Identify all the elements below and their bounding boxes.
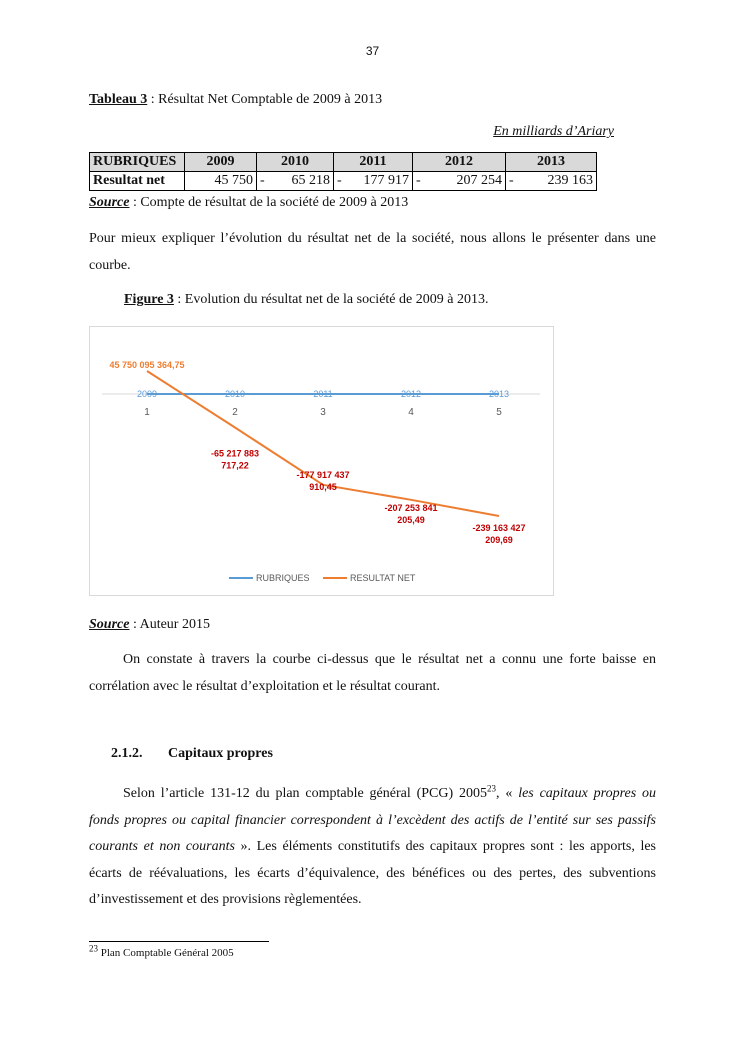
cell-value: 177 917 xyxy=(345,172,413,191)
table-source-sep: : xyxy=(129,195,141,210)
table-source-label: Source xyxy=(89,195,130,210)
x-tick-label: 3 xyxy=(320,407,326,418)
header-year: 2012 xyxy=(413,153,506,172)
cell-sign: - xyxy=(334,172,346,191)
data-label-resultat-net: -177 917 437 910,45 xyxy=(296,469,350,492)
line-chart xyxy=(89,326,554,596)
intro-paragraph: Pour mieux expliquer l’évolution du résultat net de la société, nous allons le présenter dans une courbe. xyxy=(89,231,656,273)
table-source-text: Compte de résultat de la société de 2009 à 2013 xyxy=(140,195,409,210)
table-caption-label: Tableau 3 xyxy=(89,92,148,107)
pcg-quote: les capitaux propres ou fonds propres ou capital financier correspondent à l’excèdent des actifs de l’entité sur ses passifs courants et non courants xyxy=(89,786,656,854)
x-tick-label: 5 xyxy=(496,407,502,418)
result-table xyxy=(89,152,597,191)
footnote-ref: 23 xyxy=(487,783,496,794)
pcg-paragraph xyxy=(89,781,656,914)
header-year: 2011 xyxy=(334,153,413,172)
figure-caption-text: Evolution du résultat net de la société de 2009 à 2013. xyxy=(184,292,489,307)
table-source xyxy=(89,190,656,217)
data-label-resultat-net: -65 217 883 717,22 xyxy=(210,448,260,471)
data-label-resultat-net: -239 163 427 209,69 xyxy=(472,523,526,545)
table-caption-text: Résultat Net Comptable de 2009 à 2013 xyxy=(158,92,383,107)
pcg-text-1: Selon l’article 131-12 du plan comptable général (PCG) 2005 xyxy=(123,786,487,801)
cell-sign: - xyxy=(413,172,425,191)
data-label-rubriques: 2011 xyxy=(313,389,333,399)
header-year: 2013 xyxy=(506,153,597,172)
data-label-resultat-net: -207 253 841 205,49 xyxy=(384,502,438,525)
data-label-rubriques: 2009 xyxy=(136,389,158,399)
pcg-text-3: ». Les éléments constitutifs des capitaux propres sont : les apports, les écarts de réévaluations, les écarts d’équivalence, des bénéfices ou des pertes, des subventions d’investissement et des provisions règlementées. xyxy=(89,839,656,907)
unit-note: En milliards d’Ariary xyxy=(493,124,614,139)
cell-value: 65 218 xyxy=(268,172,334,191)
cell-value: 207 254 xyxy=(424,172,506,191)
x-tick-label: 1 xyxy=(144,407,150,418)
x-tick-label: 2 xyxy=(232,407,238,418)
header-year: 2010 xyxy=(257,153,334,172)
table-caption-sep: : xyxy=(147,92,159,107)
cell-value: 45 750 xyxy=(185,172,257,191)
footnote-text: Plan Comptable Général 2005 xyxy=(100,947,234,959)
cell-sign: - xyxy=(506,172,518,191)
figure-caption-sep: : xyxy=(173,292,185,307)
data-label-rubriques: 2012 xyxy=(400,389,422,399)
header-rubriques: RUBRIQUES xyxy=(90,153,185,172)
legend-label-resultat-net: RESULTAT NET xyxy=(350,573,416,583)
table-caption xyxy=(89,87,656,114)
row-label: Resultat net xyxy=(90,172,185,191)
cell-sign: - xyxy=(257,172,269,191)
data-label-rubriques: 2010 xyxy=(224,389,246,399)
figure-source xyxy=(89,612,656,639)
data-label-resultat-net: 45 750 095 364,75 xyxy=(109,360,185,370)
figure-caption-label: Figure 3 xyxy=(124,292,174,307)
pcg-text-2: , « xyxy=(496,786,519,801)
page-number: 37 xyxy=(365,44,380,58)
cell-value: 239 163 xyxy=(517,172,597,191)
table-row xyxy=(90,172,597,191)
section-title: Capitaux propres xyxy=(168,746,273,761)
figure-caption xyxy=(124,287,691,314)
header-year: 2009 xyxy=(185,153,257,172)
figure-source-label: Source xyxy=(89,617,130,632)
comment-paragraph: On constate à travers la courbe ci-dessus que le résultat net a connu une forte baisse en corrélation avec le résultat d’exploitation et le résultat courant. xyxy=(89,652,656,694)
figure-source-sep: : xyxy=(129,617,140,632)
data-label-rubriques: 2013 xyxy=(488,389,510,399)
figure-source-text: Auteur 2015 xyxy=(139,617,210,632)
table-header-row xyxy=(90,153,597,172)
legend-label-rubriques: RUBRIQUES xyxy=(256,573,310,583)
footnote-rule xyxy=(89,941,269,942)
x-tick-label: 4 xyxy=(408,407,414,418)
chart-svg xyxy=(90,327,555,597)
footnote-number: 23 xyxy=(89,943,98,954)
footnote xyxy=(89,943,234,959)
section-heading xyxy=(111,746,273,762)
section-number: 2.1.2. xyxy=(111,746,143,761)
